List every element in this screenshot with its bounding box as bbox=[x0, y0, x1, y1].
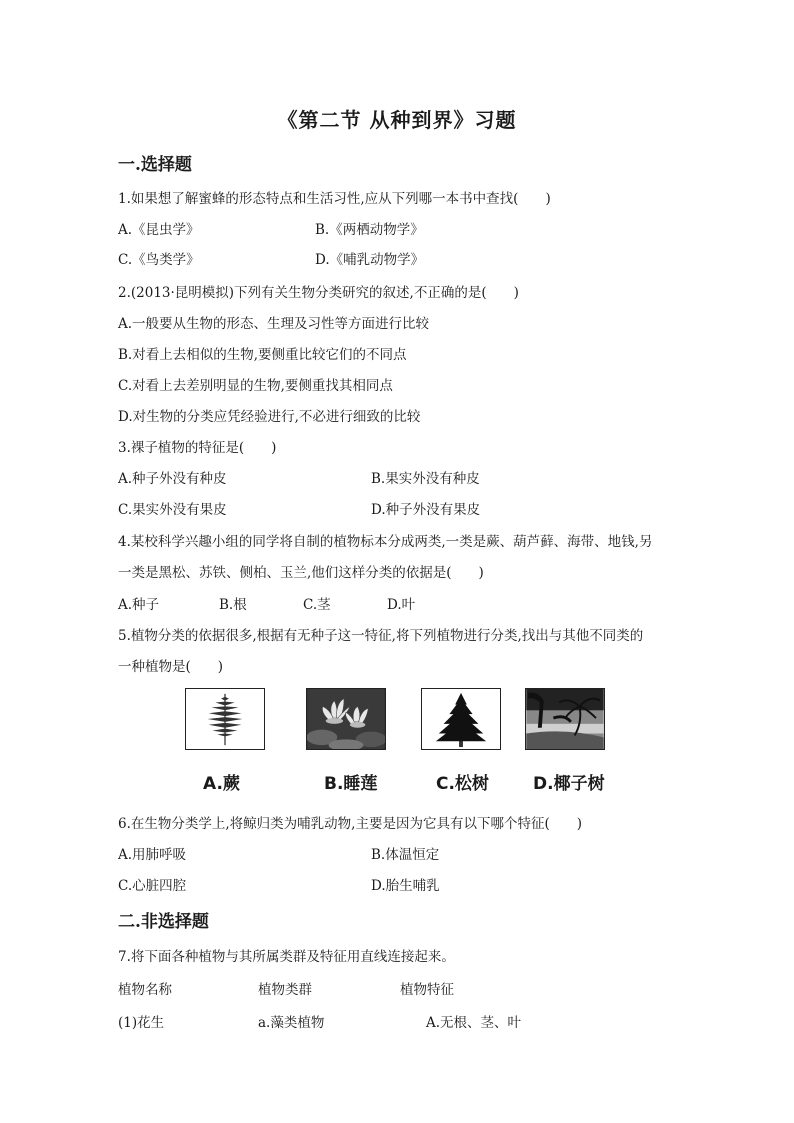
image-caption-c: C.松树 bbox=[436, 774, 489, 794]
question-1-option-c: C.《鸟类学》 bbox=[118, 252, 200, 268]
question-4-stem-line-1: 4.某校科学兴趣小组的同学将自制的植物标本分成两类,一类是蕨、葫芦藓、海带、地钱,另 bbox=[118, 534, 653, 550]
question-3-option-c: C.果实外没有果皮 bbox=[118, 502, 227, 518]
question-4-stem-line-2: 一类是黑松、苏铁、侧柏、玉兰,他们这样分类的依据是( ) bbox=[118, 565, 484, 581]
question-4-option-b: B.根 bbox=[219, 597, 247, 613]
question-2-stem: 2.(2013·昆明模拟)下列有关生物分类研究的叙述,不正确的是( ) bbox=[118, 285, 519, 301]
question-1-option-a: A.《昆虫学》 bbox=[118, 222, 200, 238]
question-4-option-d: D.叶 bbox=[387, 597, 416, 613]
fern-icon bbox=[185, 688, 265, 750]
page-title: 《第二节 从种到界》习题 bbox=[277, 108, 517, 132]
question-7-row-1-feature: A.无根、茎、叶 bbox=[426, 1015, 522, 1031]
question-6-option-a: A.用肺呼吸 bbox=[118, 847, 187, 863]
question-5-stem-line-1: 5.植物分类的依据很多,根据有无种子这一特征,将下列植物进行分类,找出与其他不同类的 bbox=[118, 628, 644, 644]
question-1-option-b: B.《两栖动物学》 bbox=[315, 222, 424, 238]
question-1-option-d: D.《哺乳动物学》 bbox=[315, 252, 425, 268]
section-heading-non-multiple-choice: 二.非选择题 bbox=[118, 912, 209, 932]
question-3-option-a: A.种子外没有种皮 bbox=[118, 471, 227, 487]
question-7-header-plant-feature: 植物特征 bbox=[400, 982, 454, 998]
image-caption-b: B.睡莲 bbox=[324, 774, 378, 794]
water-lily-icon bbox=[306, 688, 386, 750]
question-2-option-a: A.一般要从生物的形态、生理及习性等方面进行比较 bbox=[118, 316, 430, 332]
question-2-option-b: B.对看上去相似的生物,要侧重比较它们的不同点 bbox=[118, 347, 407, 363]
question-6-option-d: D.胎生哺乳 bbox=[371, 878, 440, 894]
question-4-option-c: C.茎 bbox=[303, 597, 331, 613]
question-7-row-1-group: a.藻类植物 bbox=[258, 1015, 325, 1031]
question-3-stem: 3.裸子植物的特征是( ) bbox=[118, 440, 277, 456]
image-caption-a: A.蕨 bbox=[203, 774, 240, 794]
question-7-stem: 7.将下面各种植物与其所属类群及特征用直线连接起来。 bbox=[118, 949, 455, 965]
pine-tree-icon bbox=[421, 688, 501, 750]
section-heading-multiple-choice: 一.选择题 bbox=[118, 155, 192, 175]
question-6-option-c: C.心脏四腔 bbox=[118, 878, 187, 894]
coconut-palm-icon bbox=[525, 688, 605, 750]
question-2-option-d: D.对生物的分类应凭经验进行,不必进行细致的比较 bbox=[118, 409, 421, 425]
image-caption-d: D.椰子树 bbox=[533, 774, 605, 794]
question-4-option-a: A.种子 bbox=[118, 597, 160, 613]
question-7-row-1-plant: (1)花生 bbox=[118, 1015, 165, 1031]
question-7-header-plant-name: 植物名称 bbox=[118, 982, 172, 998]
question-6-stem: 6.在生物分类学上,将鲸归类为哺乳动物,主要是因为它具有以下哪个特征( ) bbox=[118, 816, 582, 832]
question-3-option-d: D.种子外没有果皮 bbox=[371, 502, 481, 518]
question-5-stem-line-2: 一种植物是( ) bbox=[118, 659, 224, 675]
question-6-option-b: B.体温恒定 bbox=[371, 847, 440, 863]
question-7-header-plant-group: 植物类群 bbox=[258, 982, 312, 998]
question-2-option-c: C.对看上去差别明显的生物,要侧重找其相同点 bbox=[118, 378, 393, 394]
question-3-option-b: B.果实外没有种皮 bbox=[371, 471, 480, 487]
question-1-stem: 1.如果想了解蜜蜂的形态特点和生活习性,应从下列哪一本书中查找( ) bbox=[118, 191, 551, 207]
